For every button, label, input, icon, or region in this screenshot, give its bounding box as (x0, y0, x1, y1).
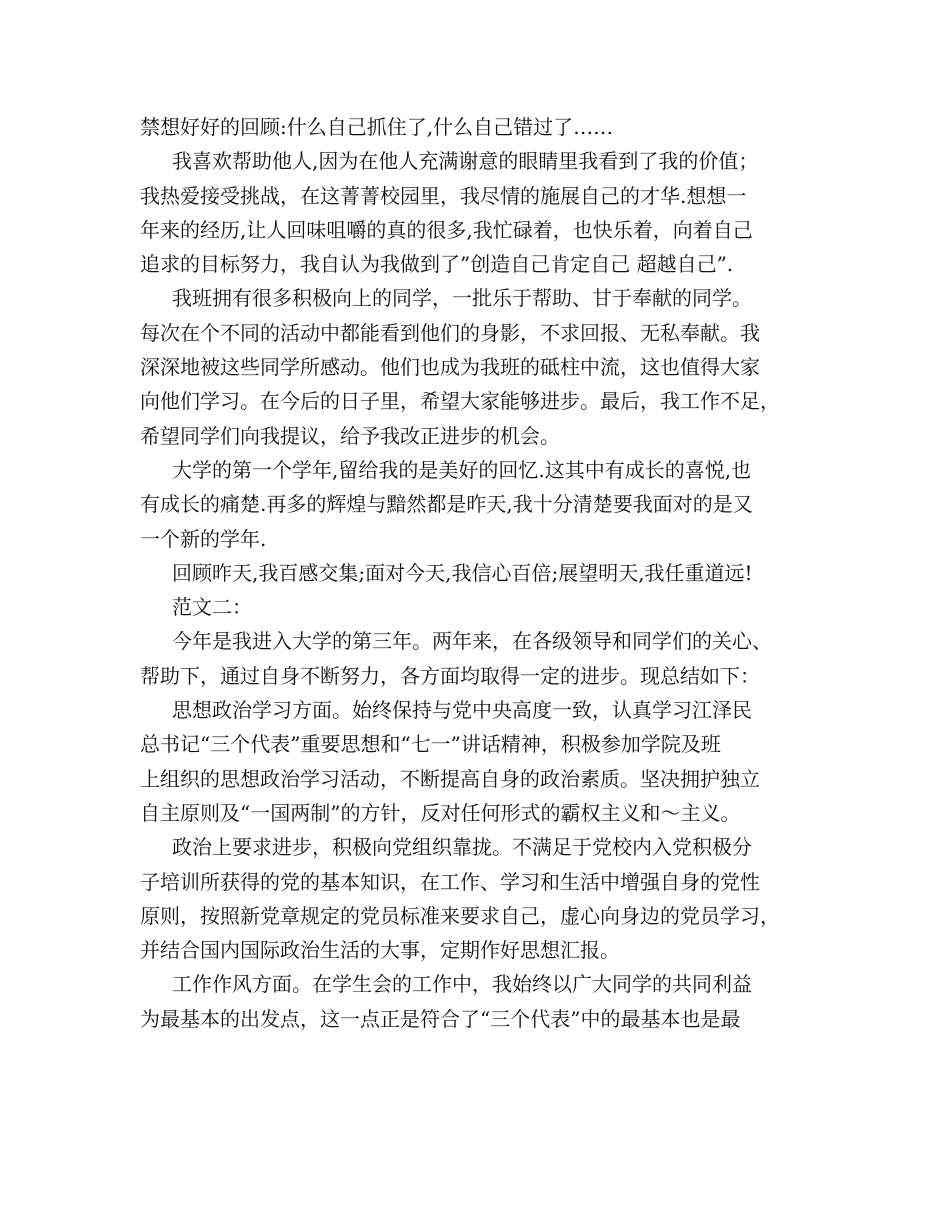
text-line: 为最基本的出发点，这一点正是符合了“三个代表”中的最基本也是最 (140, 1006, 741, 1031)
text-line: 政治上要求进步，积极向党组织靠拢。不满足于党校内入党积极分 (172, 835, 752, 860)
text-line: 年来的经历,让人回味咀嚼的真的很多,我忙碌着，也快乐着，向着自己 (140, 217, 753, 242)
text-line: 思想政治学习方面。始终保持与党中央高度一致，认真学习江泽民 (172, 698, 752, 723)
text-line: 有成长的痛楚.再多的辉煌与黯然都是昨天,我十分清楚要我面对的是又 (140, 492, 753, 517)
body-text (140, 110, 830, 1036)
text-line: 总书记“三个代表”重要思想和“七一”讲话精神，积极参加学院及班 (140, 732, 721, 757)
text-line: 自主原则及“一国两制”的方针，反对任何形式的霸权主义和～主义。 (140, 800, 741, 825)
text-line: 原则，按照新党章规定的党员标准来要求自己，虚心向身边的党员学习， (140, 903, 780, 928)
text-line: 希望同学们向我提议，给予我改正进步的机会。 (140, 423, 560, 448)
text-line: 上组织的思想政治学习活动，不断提高自身的政治素质。坚决拥护独立 (140, 766, 760, 791)
text-line: 禁想好好的回顾:什么自己抓住了,什么自己错过了…… (140, 115, 614, 139)
text-line: 追求的目标努力，我自认为我做到了”创造自己肯定自己 超越自己”. (140, 252, 734, 277)
text-line: 向他们学习。在今后的日子里，希望大家能够进步。最后，我工作不足， (140, 389, 780, 414)
text-line: 大学的第一个学年,留给我的是美好的回忆.这其中有成长的喜悦,也 (172, 457, 752, 482)
text-line: 我热爱接受挑战，在这菁菁校园里，我尽情的施展自己的才华.想想一 (140, 183, 747, 208)
text-line: 回顾昨天,我百感交集;面对今天,我信心百倍;展望明天,我任重道远! (172, 560, 753, 585)
text-line: 并结合国内国际政治生活的大事，定期作好思想汇报。 (140, 938, 620, 963)
text-line: 范文二： (172, 595, 252, 620)
text-line: 工作作风方面。在学生会的工作中，我始终以广大同学的共同利益 (172, 972, 752, 997)
text-line: 每次在个不同的活动中都能看到他们的身影，不求回报、无私奉献。我 (140, 320, 760, 345)
text-line: 一个新的学年. (140, 526, 267, 551)
text-line: 我班拥有很多积极向上的同学，一批乐于帮助、甘于奉献的同学。 (172, 286, 752, 311)
text-line: 今年是我进入大学的第三年。两年来，在各级领导和同学们的关心、 (172, 629, 772, 654)
text-line: 深深地被这些同学所感动。他们也成为我班的砥柱中流，这也值得大家 (140, 355, 760, 380)
text-line: 子培训所获得的党的基本知识，在工作、学习和生活中增强自身的党性 (140, 869, 760, 894)
text-line: 我喜欢帮助他人,因为在他人充满谢意的眼睛里我看到了我的价值； (172, 149, 759, 174)
text-line: 帮助下，通过自身不断努力，各方面均取得一定的进步。现总结如下： (140, 663, 760, 688)
